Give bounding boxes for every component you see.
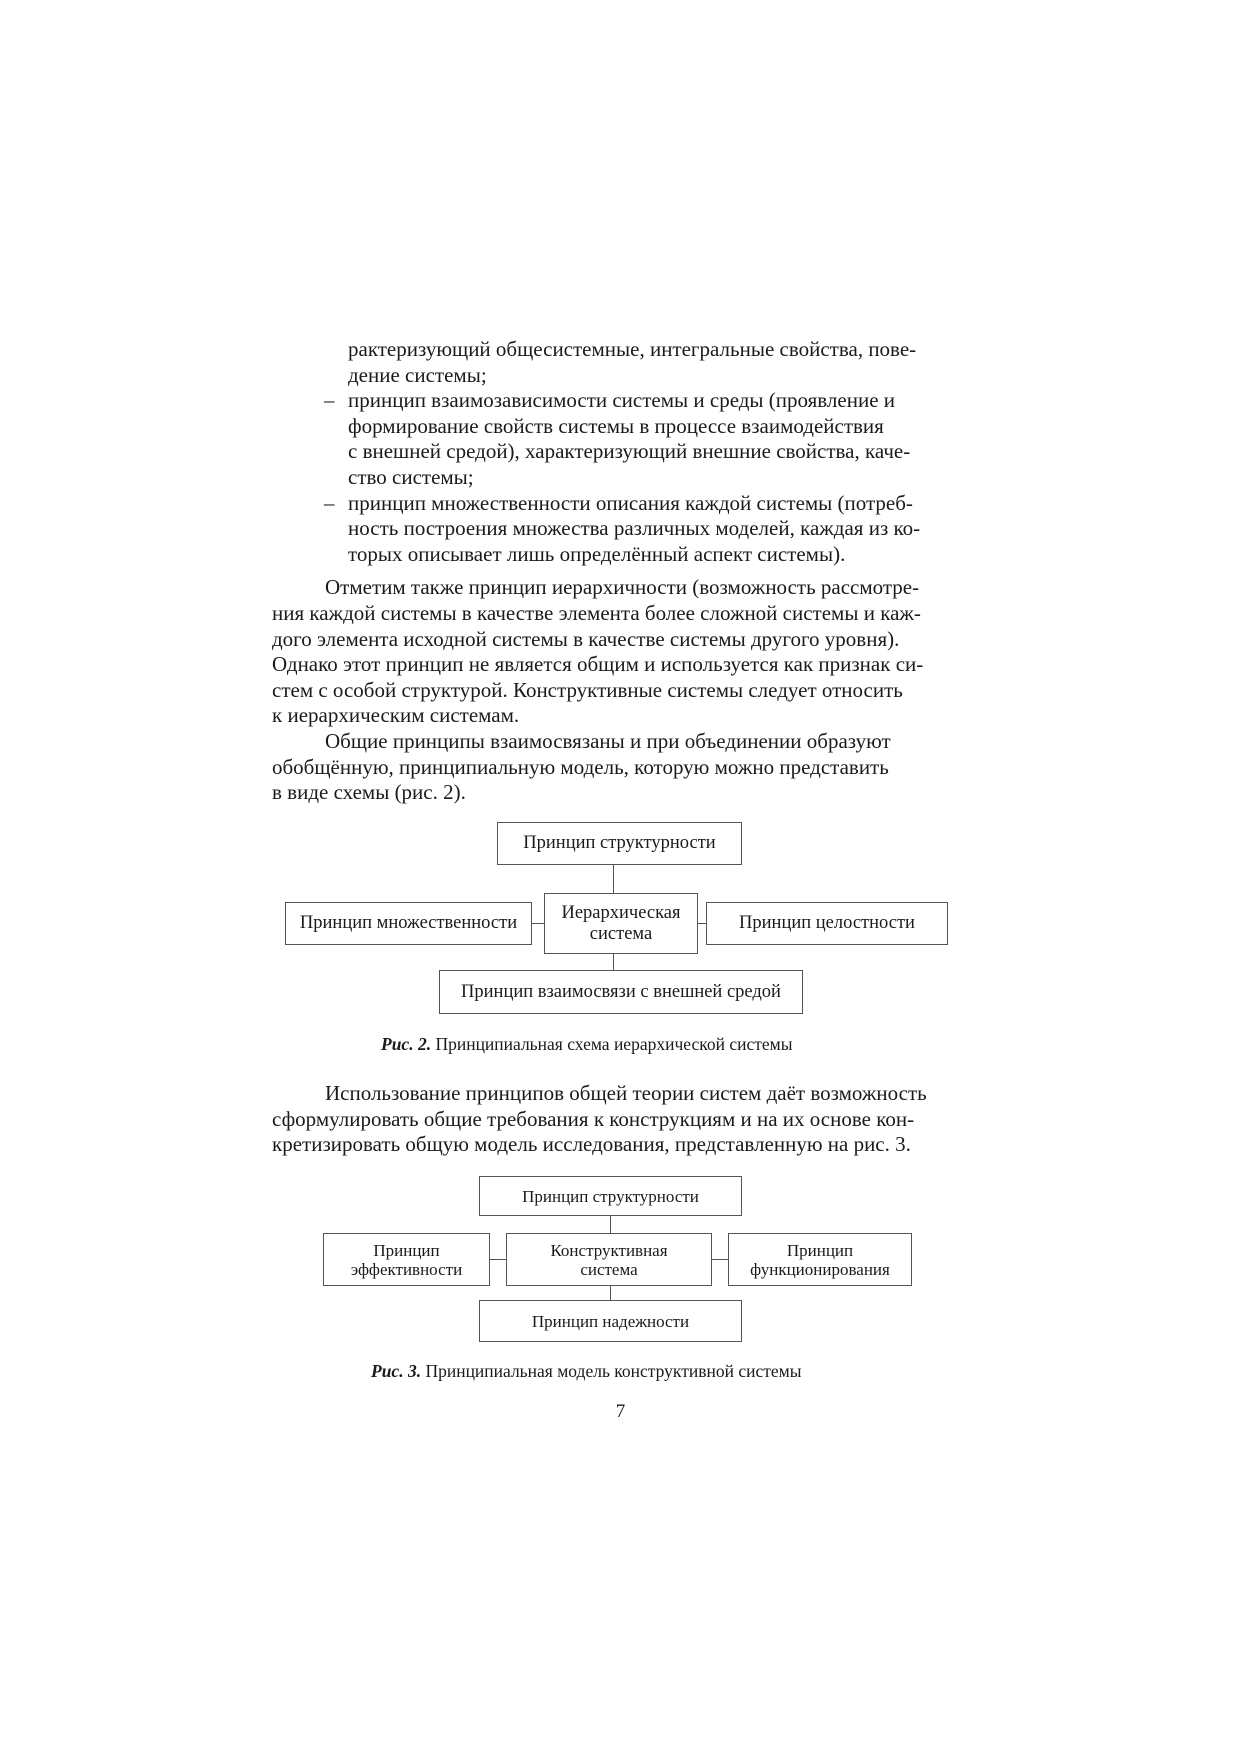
- fig2-connector-right: [698, 923, 706, 924]
- text-line: формирование свойств системы в процессе взаимодействия: [348, 413, 884, 438]
- figure-2-caption: [381, 1034, 792, 1055]
- upper-text-block: [272, 337, 970, 806]
- fig3-box-structure: [479, 1176, 742, 1216]
- text-line: ство системы;: [348, 464, 474, 489]
- text-line: ния каждой системы в качестве элемента более сложной системы и каж-: [272, 600, 921, 625]
- page-number: 7: [615, 1401, 626, 1422]
- fig2-box-label: Принцип взаимосвязи с внешней средой: [461, 981, 781, 1002]
- text-line: к иерархическим системам.: [272, 703, 520, 728]
- lower-text-block: [272, 1081, 970, 1158]
- caption-text: Принципиальная схема иерархической системы: [435, 1034, 793, 1054]
- list-item-interdependence: [272, 388, 970, 490]
- paragraph-hierarchy: [272, 575, 970, 601]
- fig2-box-label: Принцип множественности: [299, 913, 518, 933]
- fig3-box-label: Принцип структурности: [522, 1186, 699, 1206]
- fig3-box-label: Принцип надежности: [531, 1311, 690, 1331]
- fig2-box-hierarchical-system: [544, 893, 698, 954]
- text-line: в виде схемы (рис. 2).: [272, 780, 466, 805]
- fig3-connector-left: [490, 1259, 506, 1260]
- fig2-box-external-relations: [439, 970, 803, 1014]
- caption-text: Принципиальная модель конструктивной системы: [425, 1361, 802, 1381]
- fig2-box-integrity: [706, 902, 948, 945]
- caption-label: Рис. 2.: [381, 1034, 432, 1054]
- list-continuation: [272, 337, 970, 388]
- fig3-box-reliability: [479, 1300, 742, 1342]
- fig3-connector-bottom: [610, 1286, 611, 1300]
- fig3-box-efficiency: [323, 1233, 490, 1286]
- fig3-box-label: Принцип функционирования: [750, 1240, 890, 1279]
- paragraph-usage-cont: [272, 1107, 970, 1158]
- paragraph-usage: [272, 1081, 970, 1107]
- text-line: Отметим также принцип иерархичности (возможность рассмотре-: [325, 575, 920, 600]
- fig2-box-label: Принцип структурности: [523, 833, 716, 853]
- text-line: Общие принципы взаимосвязаны и при объединении образуют: [325, 728, 891, 753]
- text-line: Использование принципов общей теории систем даёт возможность: [325, 1081, 927, 1105]
- text-line: сформулировать общие требования к конструкциям и на их основе кон-: [272, 1106, 915, 1131]
- text-line: Однако этот принцип не является общим и используется как признак си-: [272, 652, 924, 677]
- list-dash: –: [324, 388, 335, 413]
- fig2-connector-left: [532, 923, 544, 924]
- fig3-connector-right: [712, 1259, 728, 1260]
- fig3-connector-top: [610, 1216, 611, 1233]
- text-line: дого элемента исходной системы в качестве системы другого уровня).: [272, 626, 900, 651]
- text-line: дение системы;: [348, 362, 487, 387]
- text-line: с внешней средой), характеризующий внешние свойства, каче-: [348, 439, 911, 464]
- text-line: кретизировать общую модель исследования, представленную на рис. 3.: [272, 1132, 911, 1157]
- text-line: ность построения множества различных моделей, каждая из ко-: [348, 516, 921, 541]
- fig2-box-structure: [497, 822, 742, 865]
- fig2-box-label: Иерархическая система: [561, 902, 681, 944]
- text-line: принцип взаимозависимости системы и среды (проявление и: [348, 388, 896, 413]
- fig3-box-constructive-system: [506, 1233, 712, 1286]
- paragraph-general-principles: [272, 729, 970, 755]
- paragraph-general-principles-cont: [272, 755, 970, 806]
- text-line: рактеризующий общесистемные, интегральные свойства, пове-: [348, 337, 917, 361]
- figure-3-caption: [371, 1361, 801, 1382]
- text-line: принцип множественности описания каждой системы (потреб-: [348, 490, 913, 515]
- fig3-box-label: Принцип эффективности: [350, 1240, 463, 1279]
- text-line: стем с особой структурой. Конструктивные системы следует относить: [272, 677, 903, 702]
- fig3-box-label: Конструктивная система: [550, 1240, 668, 1279]
- fig2-connector-top: [613, 865, 614, 893]
- list-dash: –: [324, 490, 335, 515]
- caption-label: Рис. 3.: [371, 1361, 422, 1381]
- fig3-box-functioning: [728, 1233, 912, 1286]
- list-item-multiplicity: [272, 491, 970, 568]
- text-line: обобщённую, принципиальную модель, которую можно представить: [272, 754, 889, 779]
- text-line: торых описывает лишь определённый аспект системы).: [348, 541, 846, 566]
- fig2-box-multiplicity: [285, 902, 532, 945]
- paragraph-hierarchy-cont: [272, 601, 970, 729]
- fig2-connector-bottom: [613, 954, 614, 970]
- fig2-box-label: Принцип целостности: [739, 913, 915, 933]
